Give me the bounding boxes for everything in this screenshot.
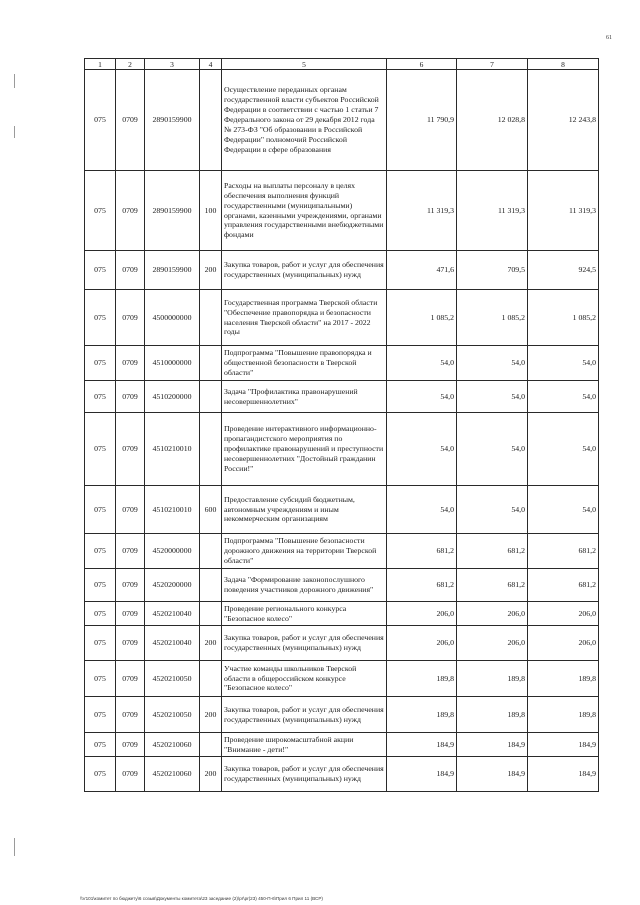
ministry-code-cell: 075 (85, 381, 116, 413)
target-article-cell: 2890159900 (145, 171, 200, 251)
column-header: 6 (387, 59, 457, 70)
section-code-cell: 0709 (116, 534, 145, 569)
column-header: 3 (145, 59, 200, 70)
amount-cell-col7: 54,0 (457, 381, 528, 413)
section-code-cell: 0709 (116, 757, 145, 792)
section-code-cell: 0709 (116, 381, 145, 413)
amount-cell-col6: 189,8 (387, 661, 457, 697)
target-article-cell: 2890159900 (145, 70, 200, 171)
item-name-cell: Предоставление субсидий бюджетным, автономным учреждениям и иным некоммерческим организациям (222, 486, 387, 534)
amount-cell-col6: 54,0 (387, 413, 457, 486)
amount-cell-col7: 54,0 (457, 486, 528, 534)
amount-cell-col6: 184,9 (387, 733, 457, 757)
ministry-code-cell: 075 (85, 697, 116, 733)
target-article-cell: 4500000000 (145, 290, 200, 346)
amount-cell-col7: 206,0 (457, 602, 528, 626)
budget-table (84, 58, 599, 792)
amount-cell-col8: 681,2 (528, 534, 599, 569)
table-row (85, 381, 599, 413)
item-name-cell: Участие команды школьников Тверской области в общероссийском конкурсе "Безопасное колесо" (222, 661, 387, 697)
target-article-cell: 4520210040 (145, 602, 200, 626)
amount-cell-col6: 11 790,9 (387, 70, 457, 171)
table-row (85, 661, 599, 697)
column-header: 1 (85, 59, 116, 70)
expense-type-cell (200, 381, 222, 413)
page-number: 61 (606, 35, 612, 41)
item-name-cell: Задача "Формирование законопослушного поведения участников дорожного движения" (222, 569, 387, 602)
target-article-cell: 4510210010 (145, 413, 200, 486)
amount-cell-col8: 11 319,3 (528, 171, 599, 251)
amount-cell-col8: 206,0 (528, 626, 599, 661)
amount-cell-col7: 189,8 (457, 661, 528, 697)
expense-type-cell: 200 (200, 626, 222, 661)
section-code-cell: 0709 (116, 290, 145, 346)
amount-cell-col6: 54,0 (387, 346, 457, 381)
ministry-code-cell: 075 (85, 346, 116, 381)
column-header: 4 (200, 59, 222, 70)
expense-type-cell: 200 (200, 251, 222, 290)
section-code-cell: 0709 (116, 602, 145, 626)
expense-type-cell (200, 290, 222, 346)
amount-cell-col7: 11 319,3 (457, 171, 528, 251)
item-name-cell: Закупка товаров, работ и услуг для обеспечения государственных (муниципальных) нужд (222, 757, 387, 792)
amount-cell-col6: 189,8 (387, 697, 457, 733)
item-name-cell: Закупка товаров, работ и услуг для обеспечения государственных (муниципальных) нужд (222, 626, 387, 661)
amount-cell-col8: 189,8 (528, 697, 599, 733)
section-code-cell: 0709 (116, 486, 145, 534)
item-name-cell: Проведение регионального конкурса "Безопасное колесо" (222, 602, 387, 626)
column-header: 8 (528, 59, 599, 70)
amount-cell-col7: 709,5 (457, 251, 528, 290)
target-article-cell: 4520210060 (145, 757, 200, 792)
amount-cell-col8: 924,5 (528, 251, 599, 290)
table-row (85, 413, 599, 486)
ministry-code-cell: 075 (85, 569, 116, 602)
target-article-cell: 4510210010 (145, 486, 200, 534)
item-name-cell: Расходы на выплаты персоналу в целях обеспечения выполнения функций государственными (муниципальными) органами, казенными учреждениями, органами управления государственными внебюджетными фондами (222, 171, 387, 251)
amount-cell-col6: 54,0 (387, 486, 457, 534)
target-article-cell: 4520210050 (145, 661, 200, 697)
ministry-code-cell: 075 (85, 486, 116, 534)
expense-type-cell: 200 (200, 697, 222, 733)
target-article-cell: 4520000000 (145, 534, 200, 569)
amount-cell-col6: 1 085,2 (387, 290, 457, 346)
target-article-cell: 2890159900 (145, 251, 200, 290)
column-header: 7 (457, 59, 528, 70)
section-code-cell: 0709 (116, 413, 145, 486)
item-name-cell: Задача "Профилактика правонарушений несовершеннолетних" (222, 381, 387, 413)
amount-cell-col8: 1 085,2 (528, 290, 599, 346)
amount-cell-col6: 681,2 (387, 534, 457, 569)
amount-cell-col8: 54,0 (528, 413, 599, 486)
ministry-code-cell: 075 (85, 733, 116, 757)
target-article-cell: 4510200000 (145, 381, 200, 413)
amount-cell-col6: 206,0 (387, 602, 457, 626)
section-code-cell: 0709 (116, 697, 145, 733)
expense-type-cell: 200 (200, 757, 222, 792)
amount-cell-col6: 206,0 (387, 626, 457, 661)
table-row (85, 346, 599, 381)
ministry-code-cell: 075 (85, 757, 116, 792)
amount-cell-col8: 206,0 (528, 602, 599, 626)
ministry-code-cell: 075 (85, 413, 116, 486)
ministry-code-cell: 075 (85, 70, 116, 171)
amount-cell-col8: 12 243,8 (528, 70, 599, 171)
amount-cell-col8: 189,8 (528, 661, 599, 697)
amount-cell-col7: 12 028,8 (457, 70, 528, 171)
expense-type-cell: 600 (200, 486, 222, 534)
amount-cell-col8: 681,2 (528, 569, 599, 602)
ministry-code-cell: 075 (85, 661, 116, 697)
amount-cell-col8: 54,0 (528, 486, 599, 534)
item-name-cell: Закупка товаров, работ и услуг для обеспечения государственных (муниципальных) нужд (222, 251, 387, 290)
amount-cell-col7: 681,2 (457, 534, 528, 569)
expense-type-cell (200, 733, 222, 757)
ministry-code-cell: 075 (85, 251, 116, 290)
amount-cell-col6: 471,6 (387, 251, 457, 290)
target-article-cell: 4520200000 (145, 569, 200, 602)
table-row (85, 733, 599, 757)
expense-type-cell (200, 346, 222, 381)
amount-cell-col7: 54,0 (457, 413, 528, 486)
section-code-cell: 0709 (116, 733, 145, 757)
table-row (85, 70, 599, 171)
amount-cell-col8: 54,0 (528, 381, 599, 413)
header-row (85, 59, 599, 70)
scan-artifact-mark (14, 74, 15, 88)
amount-cell-col7: 206,0 (457, 626, 528, 661)
amount-cell-col8: 54,0 (528, 346, 599, 381)
amount-cell-col7: 54,0 (457, 346, 528, 381)
item-name-cell: Осуществление переданных органам государственной власти субъектов Российской Федерации в соответствии с частью 1 статьи 7 Федерального закона от 29 декабря 2012 года № 273-ФЗ "Об образовании в Российской Федерации" полномочий Российской Федерации в сфере образования (222, 70, 387, 171)
table-row (85, 534, 599, 569)
table-row (85, 757, 599, 792)
table-row (85, 569, 599, 602)
amount-cell-col8: 184,9 (528, 733, 599, 757)
target-article-cell: 4520210060 (145, 733, 200, 757)
amount-cell-col6: 11 319,3 (387, 171, 457, 251)
table-row (85, 290, 599, 346)
target-article-cell: 4510000000 (145, 346, 200, 381)
amount-cell-col7: 681,2 (457, 569, 528, 602)
ministry-code-cell: 075 (85, 602, 116, 626)
item-name-cell: Закупка товаров, работ и услуг для обеспечения государственных (муниципальных) нужд (222, 697, 387, 733)
expense-type-cell: 100 (200, 171, 222, 251)
item-name-cell: Проведение широкомасштабной акции "Внимание - дети!" (222, 733, 387, 757)
section-code-cell: 0709 (116, 626, 145, 661)
amount-cell-col7: 189,8 (457, 697, 528, 733)
table-row (85, 602, 599, 626)
ministry-code-cell: 075 (85, 626, 116, 661)
footer-file-path: \\V101\комитет по бюджету\6 созыв\Документы комитета\23 заседание (2)\pr\pr(23) 450-П-6\Прил 6 Прил 11 (ВСР) (80, 896, 323, 901)
section-code-cell: 0709 (116, 569, 145, 602)
expense-type-cell (200, 602, 222, 626)
amount-cell-col6: 681,2 (387, 569, 457, 602)
item-name-cell: Подпрограмма "Повышение безопасности дорожного движения на территории Тверской области" (222, 534, 387, 569)
expense-type-cell (200, 534, 222, 569)
ministry-code-cell: 075 (85, 534, 116, 569)
ministry-code-cell: 075 (85, 171, 116, 251)
amount-cell-col7: 184,9 (457, 757, 528, 792)
section-code-cell: 0709 (116, 346, 145, 381)
column-header: 2 (116, 59, 145, 70)
target-article-cell: 4520210040 (145, 626, 200, 661)
amount-cell-col8: 184,9 (528, 757, 599, 792)
section-code-cell: 0709 (116, 171, 145, 251)
table-row (85, 697, 599, 733)
column-header: 5 (222, 59, 387, 70)
amount-cell-col7: 184,9 (457, 733, 528, 757)
table-row (85, 171, 599, 251)
item-name-cell: Государственная программа Тверской области "Обеспечение правопорядка и безопасности населения Тверской области" на 2017 - 2022 годы (222, 290, 387, 346)
section-code-cell: 0709 (116, 70, 145, 171)
table-row (85, 251, 599, 290)
amount-cell-col6: 184,9 (387, 757, 457, 792)
expense-type-cell (200, 70, 222, 171)
section-code-cell: 0709 (116, 661, 145, 697)
amount-cell-col6: 54,0 (387, 381, 457, 413)
scan-artifact-mark (14, 838, 15, 856)
table-row (85, 626, 599, 661)
expense-type-cell (200, 569, 222, 602)
ministry-code-cell: 075 (85, 290, 116, 346)
amount-cell-col7: 1 085,2 (457, 290, 528, 346)
section-code-cell: 0709 (116, 251, 145, 290)
item-name-cell: Подпрограмма "Повышение правопорядка и общественной безопасности в Тверской области" (222, 346, 387, 381)
expense-type-cell (200, 413, 222, 486)
scan-artifact-mark (14, 126, 15, 138)
expense-type-cell (200, 661, 222, 697)
table-row (85, 486, 599, 534)
item-name-cell: Проведение интерактивного информационно-пропагандистского мероприятия по профилактике правонарушений и преступности несовершеннолетних "Достойный гражданин России!" (222, 413, 387, 486)
target-article-cell: 4520210050 (145, 697, 200, 733)
